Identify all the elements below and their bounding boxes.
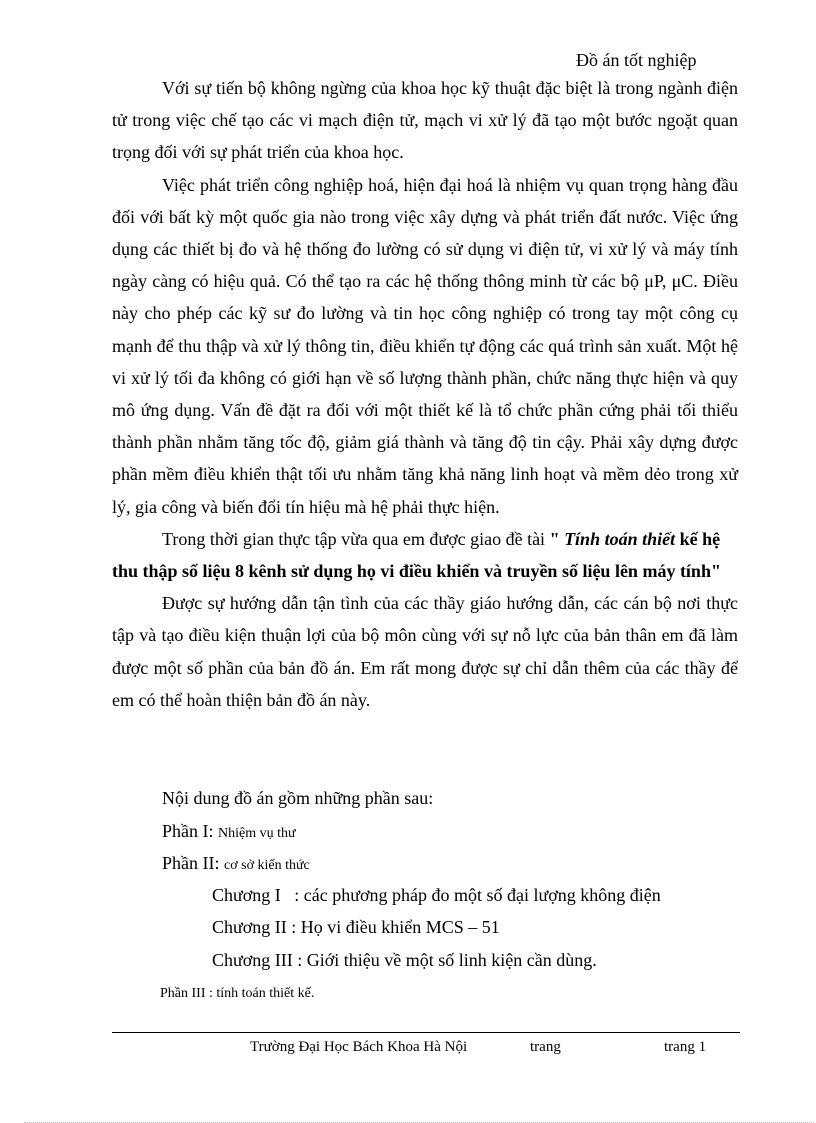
toc-part-2 bbox=[162, 853, 802, 874]
paragraph-3-intro: Trong thời gian thực tập vừa qua em được giao đề tài bbox=[162, 528, 550, 549]
toc-part-1-title: Nhiệm vụ thư bbox=[218, 826, 296, 841]
toc-part-3: Phần III : tính toán thiết kế. bbox=[160, 986, 315, 1001]
paragraph-4: Được sự hướng dẫn tận tình của các thầy giáo hướng dẫn, các cán bộ nơi thực tập và tạo điều kiện thuận lợi của bộ môn cùng với sự nỗ lực của bản thân em đã làm được một số phần của bản đồ án. Em rất mong được sự chỉ dẫn thêm của các thầy để em có thể hoàn thiện bản đồ án này. bbox=[112, 593, 738, 710]
thesis-title-rest: kế hệ thu thập số liệu 8 kênh sử dụng họ vi điều khiển và truyền số liệu lên máy tính" bbox=[112, 528, 721, 582]
body-text bbox=[112, 72, 738, 716]
toc-chapter-3: Chương III : Giới thiệu về một số linh kiện cần dùng. bbox=[212, 950, 597, 970]
footer-trang-label: trang bbox=[530, 1039, 561, 1055]
toc-chapter-1: Chương I : các phương pháp đo một số đại lượng không điện bbox=[212, 885, 661, 905]
toc-part-2-label: Phần II: bbox=[162, 853, 224, 873]
paragraph-1: Với sự tiến bộ không ngừng của khoa học kỹ thuật đặc biệt là trong ngành điện tử trong việc chế tạo các vi mạch điện tử, mạch vi xử lý đã tạo một bước ngoặt quan trọng đối với sự phát triển của khoa học. bbox=[112, 78, 738, 163]
page-header: Đồ án tốt nghiệp bbox=[576, 50, 697, 70]
toc-part-1-label: Phần I: bbox=[162, 821, 218, 841]
footer-divider bbox=[112, 1032, 740, 1033]
paragraph-2: Việc phát triển công nghiệp hoá, hiện đại hoá là nhiệm vụ quan trọng hàng đầu đối với bất kỳ một quốc gia nào trong việc xây dựng và phát triển đất nước. Việc ứng dụng các thiết bị đo và hệ thống đo lường có sử dụng vi điện tử, vi xử lý và máy tính ngày càng có hiệu quả. Có thể tạo ra các hệ thống thông minh từ các bộ μP, μC. Điều này cho phép các kỹ sư đo lường và tin học công nghiệp có trong tay một công cụ mạnh để thu thập và xử lý thông tin, điều khiển tự động các quá trình sản xuất. Một hệ vi xử lý tối đa không có giới hạn về số lượng thành phần, chức năng thực hiện và quy mô ứng dụng. Vấn đề đặt ra đối với một thiết kế là tổ chức phần cứng phải tối thiểu thành phần nhằm tăng tốc độ, giảm giá thành và tăng độ tin cậy. Phải xây dựng được phần mềm điều khiển thật tối ưu nhằm tăng khả năng linh hoạt và mềm dẻo trong xử lý, gia công và biến đổi tín hiệu mà hệ phải thực hiện. bbox=[112, 174, 738, 517]
toc-part-1 bbox=[162, 821, 802, 842]
thesis-title-italic: Tính toán thiết bbox=[564, 528, 676, 549]
footer-page-number: trang 1 bbox=[664, 1039, 707, 1055]
footer-school: Trường Đại Học Bách Khoa Hà Nội bbox=[250, 1039, 468, 1055]
thesis-title-quote: " bbox=[549, 528, 565, 549]
toc-chapter-2: Chương II : Họ vi điều khiển MCS – 51 bbox=[212, 917, 500, 937]
toc-heading: Nội dung đồ án gồm những phần sau: bbox=[162, 788, 434, 808]
toc-part-2-title: cơ sở kiến thức bbox=[224, 858, 310, 873]
paragraph-3 bbox=[112, 523, 738, 587]
